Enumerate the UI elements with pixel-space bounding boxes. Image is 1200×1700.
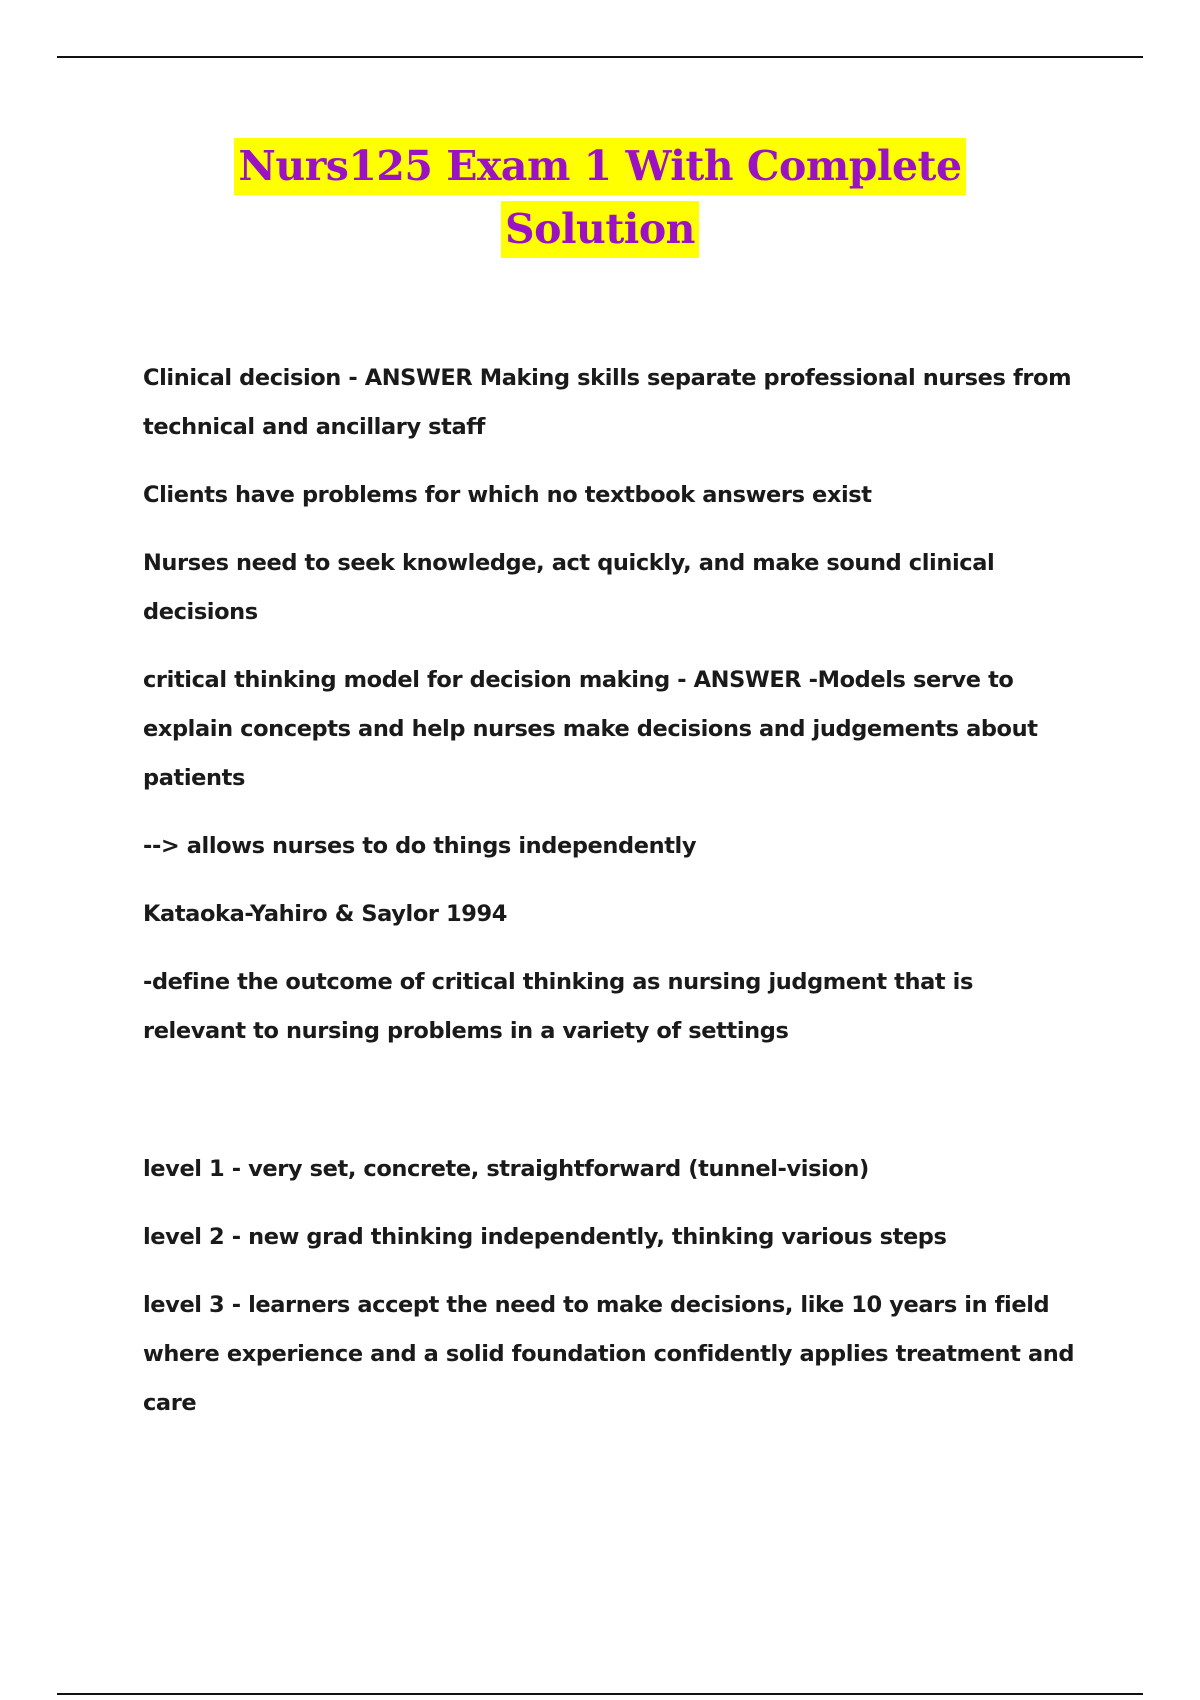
paragraph-level-1: level 1 - very set, concrete, straightforward (tunnel-vision) bbox=[143, 1156, 869, 1182]
paragraph-level-2: level 2 - new grad thinking independently, thinking various steps bbox=[143, 1224, 947, 1250]
top-divider bbox=[57, 56, 1143, 58]
paragraph-spacer bbox=[143, 1075, 1083, 1145]
title-line-2: Solution bbox=[501, 201, 699, 258]
paragraph-level-3: level 3 - learners accept the need to make decisions, like 10 years in field where experience and a solid foundation confidently applies treatment and care bbox=[143, 1292, 1075, 1416]
paragraph-critical-thinking-model: critical thinking model for decision making - ANSWER -Models serve to explain concepts and help nurses make decisions and judgements about patients bbox=[143, 667, 1038, 791]
paragraph-clients-problems: Clients have problems for which no textbook answers exist bbox=[143, 482, 872, 508]
document-title bbox=[0, 138, 1200, 258]
paragraph-clinical-decision: Clinical decision - ANSWER Making skills separate professional nurses from technical and ancillary staff bbox=[143, 365, 1072, 440]
title-line-1: Nurs125 Exam 1 With Complete bbox=[234, 138, 965, 195]
bottom-divider bbox=[57, 1693, 1143, 1695]
paragraph-independently: --> allows nurses to do things independently bbox=[143, 833, 697, 859]
paragraph-citation: Kataoka-Yahiro & Saylor 1994 bbox=[143, 901, 508, 927]
document-body bbox=[143, 354, 1083, 1447]
paragraph-nurses-need: Nurses need to seek knowledge, act quickly, and make sound clinical decisions bbox=[143, 550, 995, 625]
paragraph-define-outcome: -define the outcome of critical thinking as nursing judgment that is relevant to nursing problems in a variety of settings bbox=[143, 969, 973, 1044]
